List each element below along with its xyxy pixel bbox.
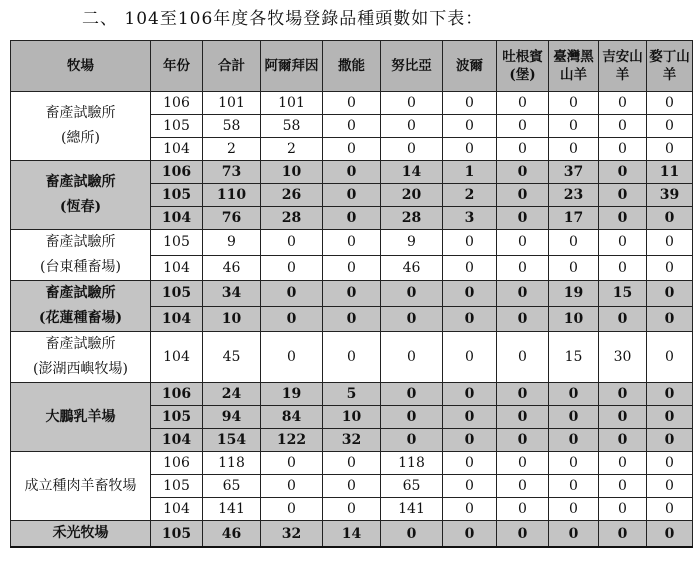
year-cell: 106 <box>151 452 203 475</box>
count-cell-wuding: 0 <box>647 429 693 452</box>
count-cell-nubian: 65 <box>381 475 443 498</box>
count-cell-toggenburg: 0 <box>497 332 549 383</box>
year-cell: 105 <box>151 281 203 307</box>
count-cell-alpine: 10 <box>261 161 323 184</box>
count-cell-wuding: 0 <box>647 115 693 138</box>
count-cell-taiwan-black: 17 <box>549 207 599 230</box>
count-cell-toggenburg: 0 <box>497 306 549 332</box>
farm-name-cell <box>11 281 151 332</box>
column-header-wuding: 婺丁山羊 <box>647 41 693 92</box>
count-cell-jian: 0 <box>599 115 647 138</box>
count-cell-saanen: 14 <box>323 521 381 548</box>
count-cell-jian: 0 <box>599 521 647 548</box>
count-cell-jian: 0 <box>599 230 647 256</box>
count-cell-alpine: 0 <box>261 475 323 498</box>
year-cell: 105 <box>151 230 203 256</box>
count-cell-nubian: 0 <box>381 92 443 115</box>
count-cell-nubian: 14 <box>381 161 443 184</box>
table-body <box>11 92 693 548</box>
count-cell-taiwan-black: 0 <box>549 115 599 138</box>
farm-name-line: 禾光牧場 <box>52 525 109 541</box>
count-cell-saanen: 0 <box>323 115 381 138</box>
count-cell-wuding: 0 <box>647 281 693 307</box>
count-cell-wuding: 0 <box>647 207 693 230</box>
page-title: 二、 104至106年度各牧場登錄品種頭數如下表： <box>82 9 484 29</box>
count-cell-wuding: 39 <box>647 184 693 207</box>
year-cell: 106 <box>151 92 203 115</box>
count-cell-toggenburg: 0 <box>497 281 549 307</box>
year-cell: 106 <box>151 383 203 406</box>
count-cell-toggenburg: 0 <box>497 498 549 521</box>
farm-name-cell <box>11 452 151 521</box>
year-cell: 105 <box>151 406 203 429</box>
count-cell-boer: 2 <box>443 184 497 207</box>
count-cell-total: 76 <box>203 207 261 230</box>
count-cell-total: 65 <box>203 475 261 498</box>
count-cell-nubian: 0 <box>381 306 443 332</box>
table-row <box>11 332 693 383</box>
count-cell-saanen: 0 <box>323 138 381 161</box>
farm-name-line: (總所) <box>61 130 100 146</box>
count-cell-wuding: 0 <box>647 383 693 406</box>
count-cell-taiwan-black: 0 <box>549 92 599 115</box>
count-cell-wuding: 11 <box>647 161 693 184</box>
count-cell-taiwan-black: 0 <box>549 498 599 521</box>
count-cell-total: 154 <box>203 429 261 452</box>
count-cell-toggenburg: 0 <box>497 115 549 138</box>
farm-name-cell <box>11 92 151 161</box>
count-cell-taiwan-black: 15 <box>549 332 599 383</box>
count-cell-total: 34 <box>203 281 261 307</box>
farm-name-line: 畜產試驗所 <box>45 174 116 190</box>
year-cell: 104 <box>151 498 203 521</box>
count-cell-saanen: 0 <box>323 161 381 184</box>
count-cell-wuding: 0 <box>647 138 693 161</box>
count-cell-taiwan-black: 0 <box>549 475 599 498</box>
count-cell-total: 118 <box>203 452 261 475</box>
count-cell-saanen: 0 <box>323 306 381 332</box>
count-cell-saanen: 0 <box>323 475 381 498</box>
count-cell-toggenburg: 0 <box>497 161 549 184</box>
count-cell-saanen: 0 <box>323 255 381 281</box>
count-cell-total: 58 <box>203 115 261 138</box>
breed-count-table <box>10 40 693 548</box>
count-cell-alpine: 19 <box>261 383 323 406</box>
count-cell-boer: 0 <box>443 332 497 383</box>
year-cell: 104 <box>151 429 203 452</box>
count-cell-total: 46 <box>203 255 261 281</box>
year-cell: 105 <box>151 115 203 138</box>
column-header-boer: 波爾 <box>443 41 497 92</box>
count-cell-jian: 15 <box>599 281 647 307</box>
farm-name-line: (澎湖西嶼牧場) <box>33 361 128 377</box>
count-cell-nubian: 20 <box>381 184 443 207</box>
table-row <box>11 92 693 115</box>
column-header-saanen: 撒能 <box>323 41 381 92</box>
count-cell-alpine: 0 <box>261 452 323 475</box>
table-row <box>11 521 693 548</box>
count-cell-taiwan-black: 37 <box>549 161 599 184</box>
column-header-taiwan-black: 臺灣黑山羊 <box>549 41 599 92</box>
count-cell-wuding: 0 <box>647 452 693 475</box>
count-cell-alpine: 32 <box>261 521 323 548</box>
count-cell-boer: 3 <box>443 207 497 230</box>
count-cell-total: 101 <box>203 92 261 115</box>
count-cell-toggenburg: 0 <box>497 406 549 429</box>
count-cell-alpine: 0 <box>261 306 323 332</box>
farm-name-cell <box>11 383 151 452</box>
count-cell-jian: 0 <box>599 429 647 452</box>
table-row <box>11 161 693 184</box>
count-cell-jian: 0 <box>599 184 647 207</box>
table-row <box>11 281 693 307</box>
farm-name-cell <box>11 230 151 281</box>
count-cell-saanen: 0 <box>323 332 381 383</box>
count-cell-taiwan-black: 0 <box>549 230 599 256</box>
count-cell-nubian: 46 <box>381 255 443 281</box>
year-cell: 105 <box>151 521 203 548</box>
table-row <box>11 383 693 406</box>
count-cell-wuding: 0 <box>647 230 693 256</box>
count-cell-taiwan-black: 0 <box>549 255 599 281</box>
count-cell-alpine: 84 <box>261 406 323 429</box>
count-cell-saanen: 0 <box>323 92 381 115</box>
count-cell-nubian: 0 <box>381 281 443 307</box>
farm-name-line: 畜產試驗所 <box>45 105 116 121</box>
count-cell-saanen: 10 <box>323 406 381 429</box>
farm-name-line: (台東種畜場) <box>40 259 121 275</box>
count-cell-toggenburg: 0 <box>497 92 549 115</box>
count-cell-taiwan-black: 23 <box>549 184 599 207</box>
count-cell-wuding: 0 <box>647 498 693 521</box>
count-cell-taiwan-black: 19 <box>549 281 599 307</box>
count-cell-total: 45 <box>203 332 261 383</box>
count-cell-toggenburg: 0 <box>497 429 549 452</box>
count-cell-taiwan-black: 0 <box>549 383 599 406</box>
count-cell-toggenburg: 0 <box>497 452 549 475</box>
farm-name-line: 大鵬乳羊場 <box>45 408 116 425</box>
count-cell-nubian: 28 <box>381 207 443 230</box>
count-cell-saanen: 32 <box>323 429 381 452</box>
count-cell-toggenburg: 0 <box>497 230 549 256</box>
count-cell-total: 110 <box>203 184 261 207</box>
count-cell-saanen: 0 <box>323 498 381 521</box>
farm-name-line: (恆春) <box>59 199 102 215</box>
count-cell-nubian: 118 <box>381 452 443 475</box>
count-cell-boer: 0 <box>443 138 497 161</box>
count-cell-total: 2 <box>203 138 261 161</box>
count-cell-jian: 0 <box>599 161 647 184</box>
count-cell-alpine: 2 <box>261 138 323 161</box>
count-cell-wuding: 0 <box>647 521 693 548</box>
farm-name-cell <box>11 332 151 383</box>
count-cell-boer: 0 <box>443 452 497 475</box>
year-cell: 104 <box>151 332 203 383</box>
count-cell-boer: 0 <box>443 306 497 332</box>
count-cell-taiwan-black: 0 <box>549 452 599 475</box>
farm-name-line: 畜產試驗所 <box>45 285 116 301</box>
count-cell-wuding: 0 <box>647 92 693 115</box>
count-cell-toggenburg: 0 <box>497 255 549 281</box>
farm-name-line: (花蓮種畜場) <box>38 310 123 326</box>
year-cell: 105 <box>151 475 203 498</box>
count-cell-taiwan-black: 0 <box>549 521 599 548</box>
count-cell-wuding: 0 <box>647 475 693 498</box>
count-cell-nubian: 0 <box>381 429 443 452</box>
count-cell-alpine: 0 <box>261 332 323 383</box>
count-cell-boer: 0 <box>443 429 497 452</box>
count-cell-boer: 0 <box>443 230 497 256</box>
count-cell-nubian: 0 <box>381 521 443 548</box>
column-header-total: 合計 <box>203 41 261 92</box>
count-cell-nubian: 0 <box>381 138 443 161</box>
count-cell-toggenburg: 0 <box>497 207 549 230</box>
count-cell-jian: 30 <box>599 332 647 383</box>
year-cell: 104 <box>151 138 203 161</box>
count-cell-saanen: 0 <box>323 184 381 207</box>
count-cell-jian: 0 <box>599 498 647 521</box>
table-row <box>11 452 693 475</box>
count-cell-toggenburg: 0 <box>497 475 549 498</box>
count-cell-nubian: 0 <box>381 115 443 138</box>
count-cell-toggenburg: 0 <box>497 184 549 207</box>
count-cell-jian: 0 <box>599 207 647 230</box>
count-cell-saanen: 0 <box>323 207 381 230</box>
count-cell-saanen: 0 <box>323 452 381 475</box>
count-cell-alpine: 58 <box>261 115 323 138</box>
year-cell: 104 <box>151 255 203 281</box>
count-cell-boer: 0 <box>443 383 497 406</box>
year-cell: 104 <box>151 306 203 332</box>
count-cell-alpine: 0 <box>261 498 323 521</box>
count-cell-boer: 0 <box>443 498 497 521</box>
count-cell-nubian: 0 <box>381 332 443 383</box>
farm-name-cell <box>11 161 151 230</box>
header-row <box>11 41 693 92</box>
count-cell-nubian: 141 <box>381 498 443 521</box>
count-cell-jian: 0 <box>599 138 647 161</box>
count-cell-total: 94 <box>203 406 261 429</box>
count-cell-boer: 0 <box>443 255 497 281</box>
count-cell-boer: 0 <box>443 92 497 115</box>
column-header-toggenburg: 吐根賓(堡) <box>497 41 549 92</box>
count-cell-nubian: 0 <box>381 406 443 429</box>
count-cell-saanen: 0 <box>323 281 381 307</box>
year-cell: 105 <box>151 184 203 207</box>
count-cell-boer: 0 <box>443 521 497 548</box>
count-cell-total: 141 <box>203 498 261 521</box>
farm-name-line: 畜產試驗所 <box>45 336 116 352</box>
count-cell-taiwan-black: 0 <box>549 406 599 429</box>
count-cell-wuding: 0 <box>647 332 693 383</box>
count-cell-taiwan-black: 10 <box>549 306 599 332</box>
count-cell-jian: 0 <box>599 306 647 332</box>
count-cell-wuding: 0 <box>647 255 693 281</box>
count-cell-saanen: 0 <box>323 230 381 256</box>
count-cell-boer: 0 <box>443 475 497 498</box>
farm-name-line: 畜產試驗所 <box>45 234 116 250</box>
count-cell-wuding: 0 <box>647 406 693 429</box>
count-cell-alpine: 101 <box>261 92 323 115</box>
column-header-year: 年份 <box>151 41 203 92</box>
year-cell: 106 <box>151 161 203 184</box>
count-cell-alpine: 122 <box>261 429 323 452</box>
count-cell-boer: 1 <box>443 161 497 184</box>
column-header-farm: 牧場 <box>11 41 151 92</box>
count-cell-total: 24 <box>203 383 261 406</box>
count-cell-total: 10 <box>203 306 261 332</box>
column-header-nubian: 努比亞 <box>381 41 443 92</box>
count-cell-toggenburg: 0 <box>497 138 549 161</box>
count-cell-saanen: 5 <box>323 383 381 406</box>
count-cell-total: 9 <box>203 230 261 256</box>
count-cell-toggenburg: 0 <box>497 383 549 406</box>
count-cell-jian: 0 <box>599 452 647 475</box>
count-cell-total: 73 <box>203 161 261 184</box>
table-row <box>11 230 693 256</box>
count-cell-jian: 0 <box>599 255 647 281</box>
count-cell-total: 46 <box>203 521 261 548</box>
count-cell-taiwan-black: 0 <box>549 429 599 452</box>
count-cell-toggenburg: 0 <box>497 521 549 548</box>
count-cell-boer: 0 <box>443 115 497 138</box>
count-cell-wuding: 0 <box>647 306 693 332</box>
count-cell-boer: 0 <box>443 281 497 307</box>
count-cell-alpine: 28 <box>261 207 323 230</box>
count-cell-nubian: 9 <box>381 230 443 256</box>
count-cell-taiwan-black: 0 <box>549 138 599 161</box>
count-cell-jian: 0 <box>599 383 647 406</box>
count-cell-jian: 0 <box>599 475 647 498</box>
column-header-jian: 吉安山羊 <box>599 41 647 92</box>
count-cell-boer: 0 <box>443 406 497 429</box>
year-cell: 104 <box>151 207 203 230</box>
count-cell-jian: 0 <box>599 92 647 115</box>
farm-name-line: 成立種肉羊畜牧場 <box>24 477 137 494</box>
count-cell-alpine: 26 <box>261 184 323 207</box>
count-cell-alpine: 0 <box>261 255 323 281</box>
count-cell-jian: 0 <box>599 406 647 429</box>
count-cell-alpine: 0 <box>261 281 323 307</box>
farm-name-cell <box>11 521 151 548</box>
count-cell-alpine: 0 <box>261 230 323 256</box>
count-cell-nubian: 0 <box>381 383 443 406</box>
column-header-alpine: 阿爾拜因 <box>261 41 323 92</box>
